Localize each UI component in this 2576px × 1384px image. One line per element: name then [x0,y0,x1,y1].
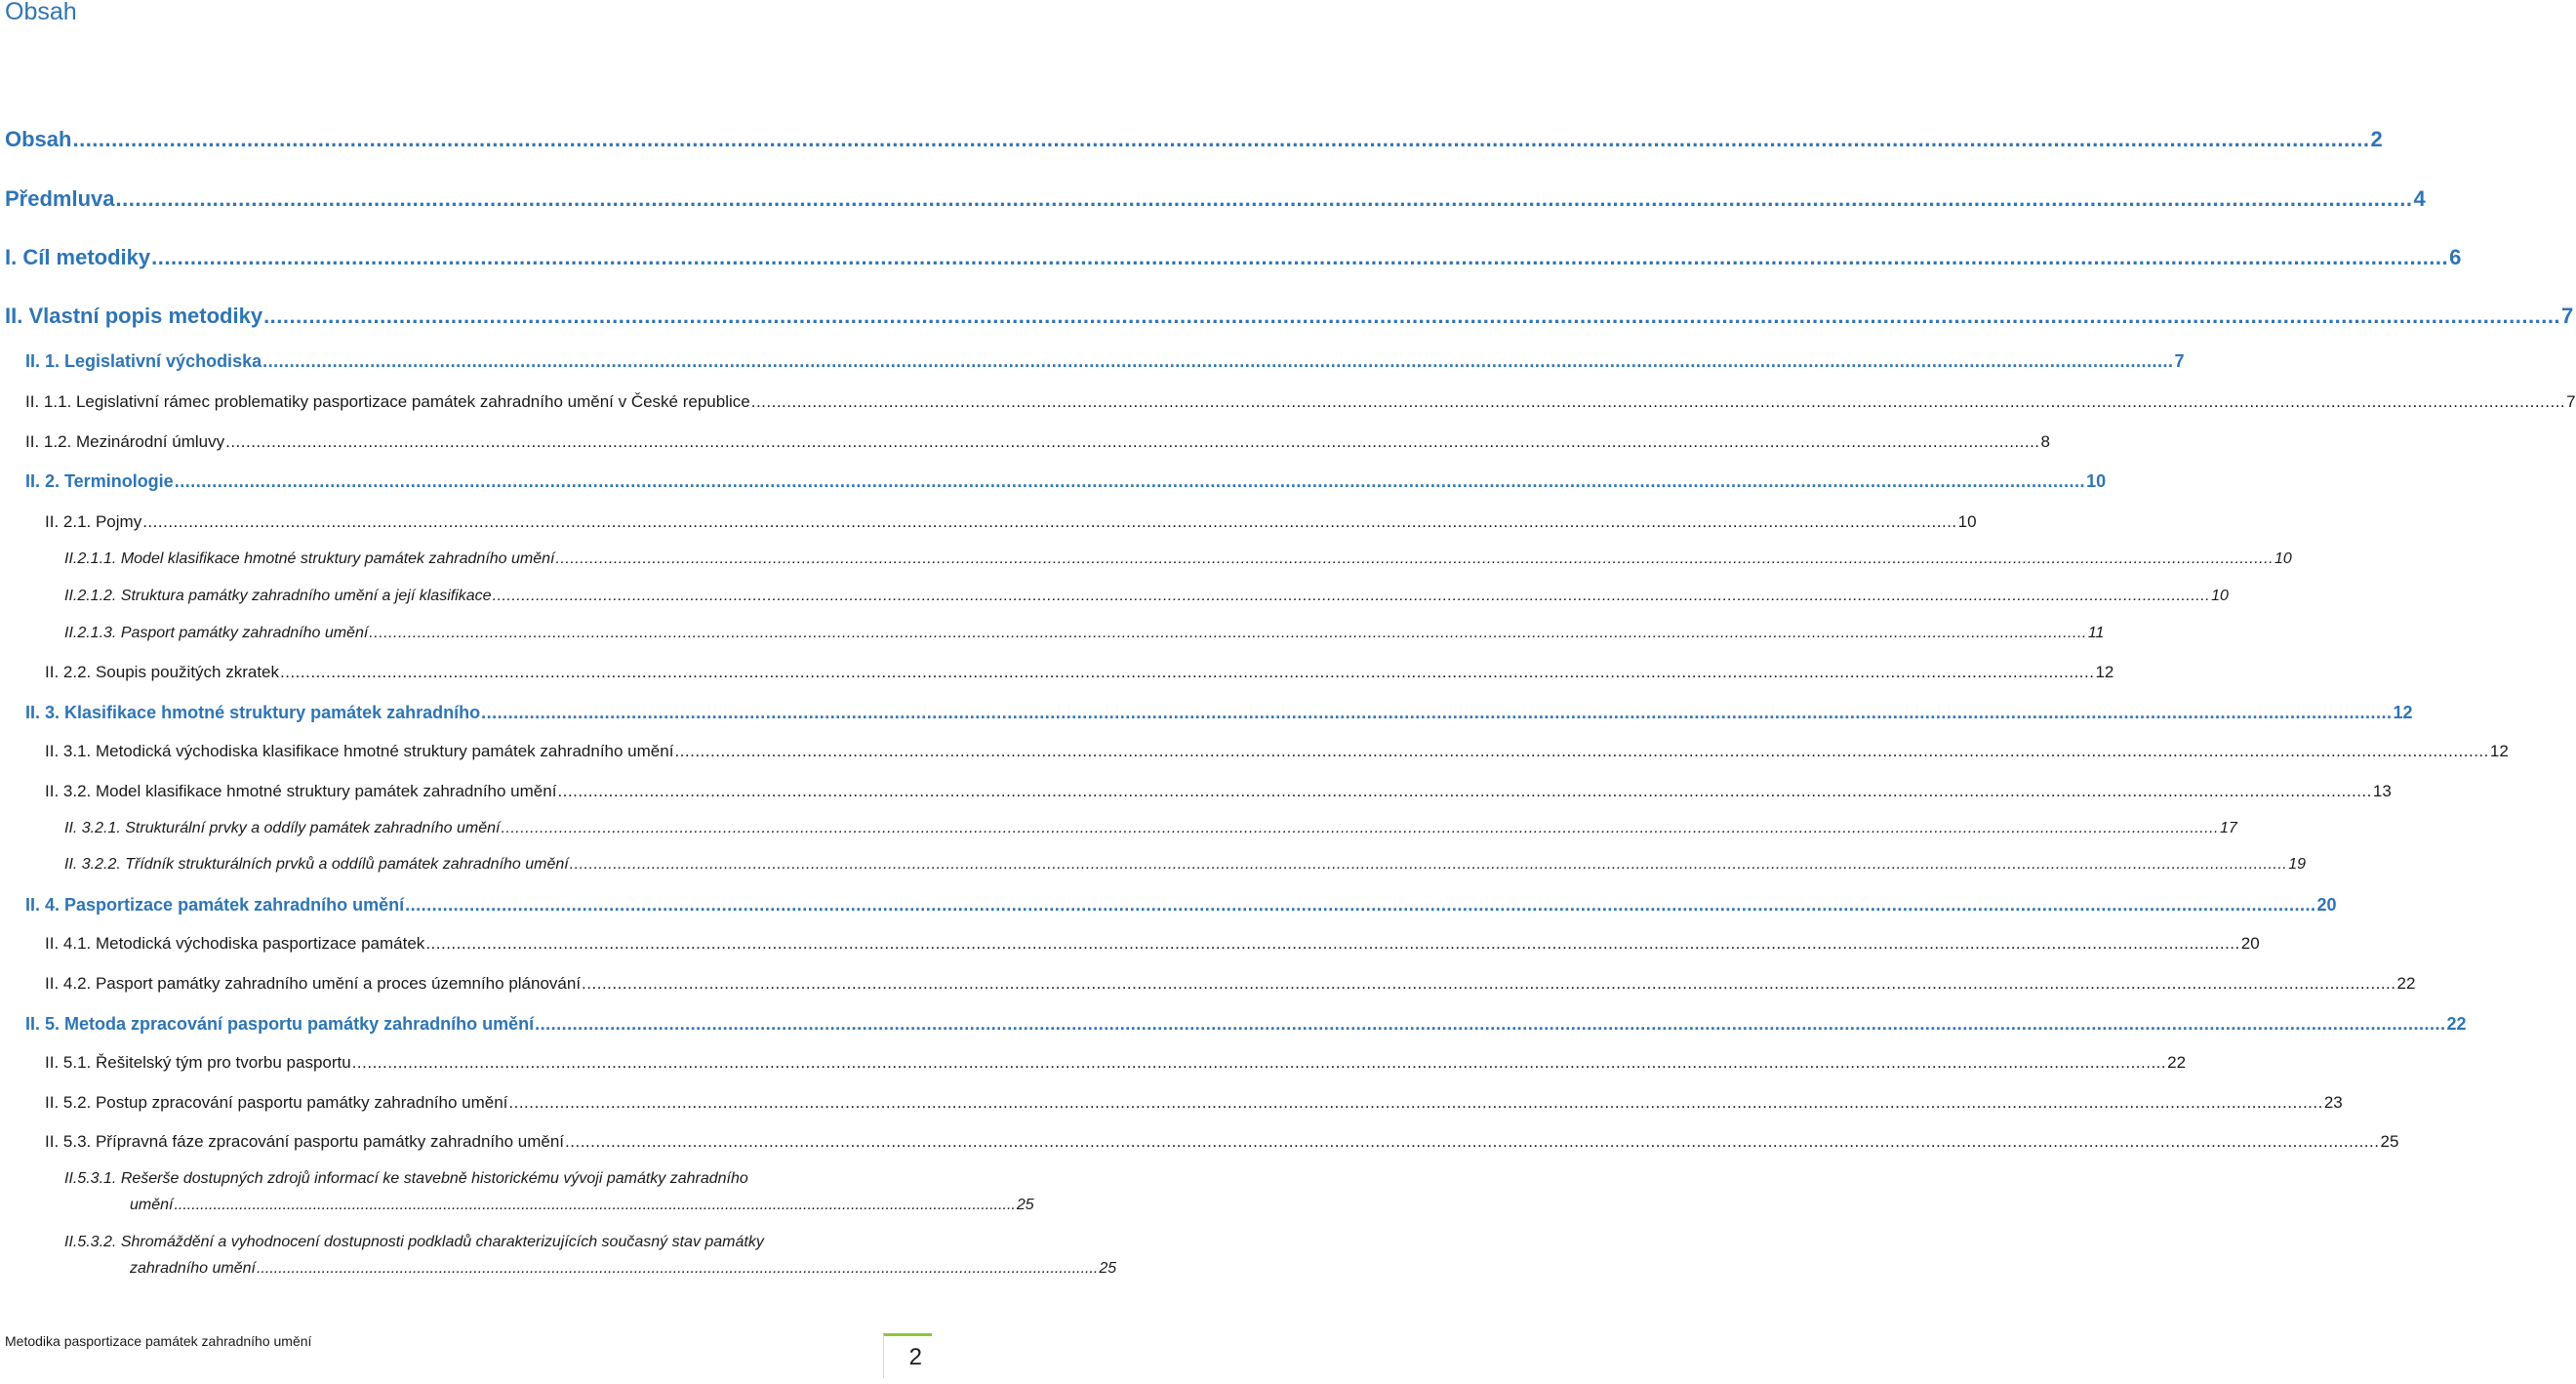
toc-leader [262,351,2173,372]
toc-entry-text: II.5.3.2. Shromáždění a vyhodnocení dostupnosti podkladů charakterizujících současný stav památky [64,1234,764,1250]
toc-entry-text: II. 5.3. Přípravná fáze zpracování pasportu památky zahradního umění [45,1132,565,1151]
toc-page-number: 20 [2316,895,2337,915]
toc-entry-shromazdeni[interactable] [64,1234,1117,1282]
toc-leader [280,663,2094,682]
toc-page-number: 8 [2040,432,2051,451]
page-number-box [883,1333,932,1378]
toc-entry-text: I. Cíl metodiky [5,245,151,269]
toc-page-number: 10 [2211,588,2229,604]
toc-leader [555,550,2274,568]
toc-entry-text: II. 4. Pasportizace památek zahradního umění [25,895,405,915]
toc-entry-text: II.5.3.1. Rešerše dostupných zdrojů informací ke stavebně historickému vývoji památky zahradního [64,1170,748,1187]
toc-entry-terminologie[interactable] [25,471,2107,492]
toc-leader [674,742,2488,761]
toc-entry-text: II. 1. Legislativní východiska [25,351,262,371]
toc-leader: .................................................................................................................................................................................................. [256,1260,1099,1277]
toc-entry-text: II. 5.1. Řešitelský tým pro tvorbu pasportu [45,1053,351,1072]
toc-entry-vlastni-popis[interactable] [5,304,2574,328]
toc-entry-text: II.2.1.2. Struktura památky zahradního umění a její klasifikace [64,588,492,604]
toc-page-number: 12 [2393,703,2413,722]
toc-page-number: 10 [2274,550,2292,567]
toc-entry-text: II.2.1.3. Pasport památky zahradního umění [64,625,369,641]
toc-entry-text: II. 4.2. Pasport památky zahradního umění a proces územního plánování [45,974,582,993]
toc-leader [565,1132,2379,1152]
toc-entry-text: II. 1.2. Mezinárodní úmluvy [25,432,225,451]
toc-leader [582,974,2395,994]
toc-entry-text: II. 2.1. Pojmy [45,512,142,531]
toc-leader [570,856,2288,874]
toc-entry-pasport-uzemni-planovani[interactable] [45,974,2416,994]
toc-entry-resitelsky-tym[interactable] [45,1053,2187,1073]
toc-entry-text: II. 3.2.2. Třídník strukturálních prvků a oddílů památek zahradního umění [64,856,569,873]
toc-page-number: 12 [2095,663,2114,681]
toc-leader [142,512,1956,532]
toc-page-number: 12 [2489,742,2509,760]
toc-page-number: 6 [2449,245,2462,269]
toc-leader [425,934,2239,954]
toc-leader [175,471,2085,492]
toc-entry-pasport-pamatky[interactable] [64,625,2105,642]
toc-page-number: 22 [2167,1053,2187,1072]
toc-page-number: 22 [2446,1014,2467,1034]
toc-entry-text: II. 4.1. Metodická východiska pasportizace památek [45,934,425,953]
toc-entry-cil-metodiky[interactable] [5,245,2462,269]
toc-entry-obsah[interactable] [5,127,2383,151]
toc-entry-strukturalni-prvky[interactable] [64,820,2237,837]
toc-entry-text: II. 2.2. Soupis použitých zkratek [45,663,280,681]
toc-page-number: 17 [2220,820,2237,836]
toc-leader [501,820,2219,837]
toc-page-number: 7 [2561,304,2574,328]
toc-entry-mezinarodni-umluvy[interactable] [25,432,2051,452]
toc-entry-text: zahradního umění [130,1260,256,1277]
toc-page-number: 7 [2174,351,2185,371]
toc-page-number: 4 [2413,186,2426,211]
toc-leader [72,127,2369,151]
toc-page-number: 25 [2380,1132,2399,1151]
toc-entry-text: II. 3.1. Metodická východiska klasifikace hmotné struktury památek zahradního umění [45,742,674,760]
toc-leader [508,1093,2322,1113]
toc-entry-pojmy[interactable] [45,512,1977,532]
toc-entry-text: II. 5.2. Postup zpracování pasportu památky zahradního umění [45,1093,508,1112]
toc-page-number: 7 [2566,392,2576,411]
toc-entry-text: II. Vlastní popis metodiky [5,304,263,328]
toc-page-number: 11 [2087,625,2105,641]
toc-entry-postup-zpracovani[interactable] [45,1093,2343,1113]
toc-leader [225,432,2039,452]
toc-page-number: 25 [1016,1197,1034,1213]
toc-page-number: 2 [2370,127,2383,151]
toc-entry-text: II. 1.1. Legislativní rámec problematiky pasportizace památek zahradního umění v České republice [25,392,750,411]
toc-leader [481,703,2392,723]
toc-entry-text: II. 3. Klasifikace hmotné struktury památek zahradního [25,703,481,722]
toc-entry-predmluva[interactable] [5,186,2426,211]
page-number: 2 [908,1344,922,1370]
page-heading: Obsah [5,0,77,25]
toc-leader [369,625,2087,642]
toc-entry-reserse[interactable] [64,1170,1034,1219]
toc-entry-tridnik[interactable] [64,856,2307,874]
footer-document-title: Metodika pasportizace památek zahradního umění [5,1333,312,1349]
toc-entry-metoda-zpracovani[interactable] [25,1014,2467,1035]
toc-page-number: 19 [2288,856,2307,873]
toc-page-number: 25 [1099,1260,1117,1277]
toc-entry-model-klasifikace-32[interactable] [45,782,2392,801]
toc-page-number: 13 [2372,782,2392,800]
toc-leader [352,1053,2166,1073]
toc-page-number: 20 [2240,934,2260,953]
toc-entry-soupis-zkratek[interactable] [45,663,2114,682]
toc-entry-pasportizace-pamatek[interactable] [25,895,2337,916]
toc-leader [116,186,2413,211]
toc-leader [263,304,2560,328]
toc-leader [151,245,2448,269]
toc-page-number: 10 [2086,471,2107,491]
toc-leader [535,1014,2445,1035]
toc-entry-text: Obsah [5,127,72,151]
toc-entry-metodicka-vychodiska-pasportizace[interactable] [45,934,2260,954]
toc-entry-text: Předmluva [5,186,115,211]
toc-entry-model-klasifikace-2111[interactable] [64,550,2292,568]
toc-leader [405,895,2315,916]
toc-entry-continuation [130,1197,1034,1214]
toc-entry-continuation [130,1260,1117,1278]
toc-entry-metodicka-vychodiska-klasifikace[interactable] [45,742,2509,761]
toc-entry-pripravna-faze[interactable] [45,1132,2399,1152]
toc-page-number: 23 [2323,1093,2343,1112]
toc-page-number: 22 [2396,974,2416,993]
toc-entry-legislativni-vychodiska[interactable] [25,351,2185,372]
toc-page-number: 10 [1957,512,1977,531]
toc-entry-text: II. 3.2. Model klasifikace hmotné struktury památek zahradního umění [45,782,557,800]
toc-entry-klasifikace-hmotne[interactable] [25,703,2413,723]
toc-leader [557,782,2371,801]
toc-leader: .................................................................................................................................................................................................. [174,1197,1016,1213]
toc-leader [751,392,2565,412]
toc-entry-legislativni-ramec[interactable] [25,392,2576,412]
toc-entry-text: II. 3.2.1. Strukturální prvky a oddíly památek zahradního umění [64,820,501,836]
toc-entry-text: II. 2. Terminologie [25,471,174,491]
toc-entry-text: umění [130,1197,174,1213]
toc-entry-text: II. 5. Metoda zpracování pasportu památky zahradního umění [25,1014,535,1034]
toc-leader [493,588,2211,605]
toc-entry-text: II.2.1.1. Model klasifikace hmotné struktury památek zahradního umění [64,550,555,567]
toc-entry-struktura-pamatky[interactable] [64,588,2229,605]
